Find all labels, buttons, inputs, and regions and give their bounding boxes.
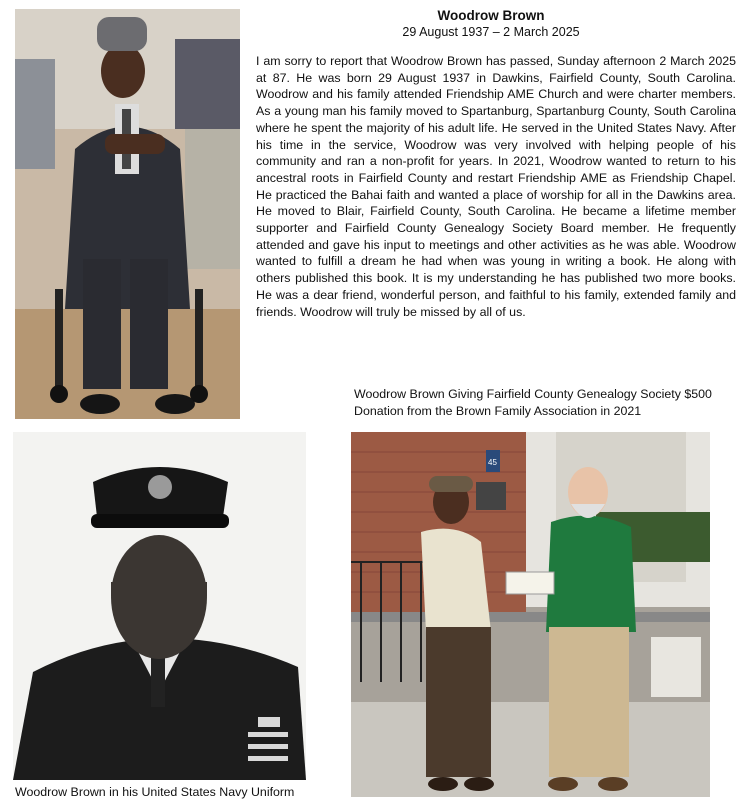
obituary-dates: 29 August 1937 – 2 March 2025 xyxy=(402,25,580,39)
donation-photo xyxy=(351,432,710,797)
portrait-photo xyxy=(15,9,240,419)
door-number-sign: 45 xyxy=(488,458,497,467)
navy-caption: Woodrow Brown in his United States Navy Uniform xyxy=(15,785,295,799)
donation-caption-line2: Donation from the Brown Family Association in 2021 xyxy=(354,404,642,418)
obituary-text: I am sorry to report that Woodrow Brown has passed, Sunday afternoon 2 March 2025 at 87. He was born 29 August 1937 in Dawkins, Fairfield County, South Carolina. Woodrow and his family attended Friendship AME Church and were charter members. As a young man his family moved to Spartanburg, Spartanburg County, South Carolina where he spent the majority of his adult life. He served in the United States Navy. After his time in the service, Woodrow was very involved with helping people of his community and ran a non-profit for years. In 2021, Woodrow wanted to return to his ancestral roots in Fairfield County and restart Friendship AME as Friendship Chapel. He practiced the Bahai faith and wanted a place of worship for all in the Dawkins area. He moved to Blair, Fairfield County, South Carolina. He became a lifetime member supporter and Fairfield County Genealogy Society Board member. He frequently attended and gave his input to meetings and other activities as he was able. Woodrow wanted to fulfill a dream he had when was young in writing a book. He along with others published this book. It is my understanding he has published two more books. He was a dear friend, wonderful person, and faithful to his family, extended family and friends. Woodrow will truly be missed by all of us. xyxy=(256,54,736,319)
navy-portrait-photo xyxy=(13,432,306,780)
obituary-name: Woodrow Brown xyxy=(437,8,545,23)
donation-caption xyxy=(354,386,744,420)
donation-caption-line1: Woodrow Brown Giving Fairfield County Genealogy Society $500 xyxy=(354,387,712,401)
